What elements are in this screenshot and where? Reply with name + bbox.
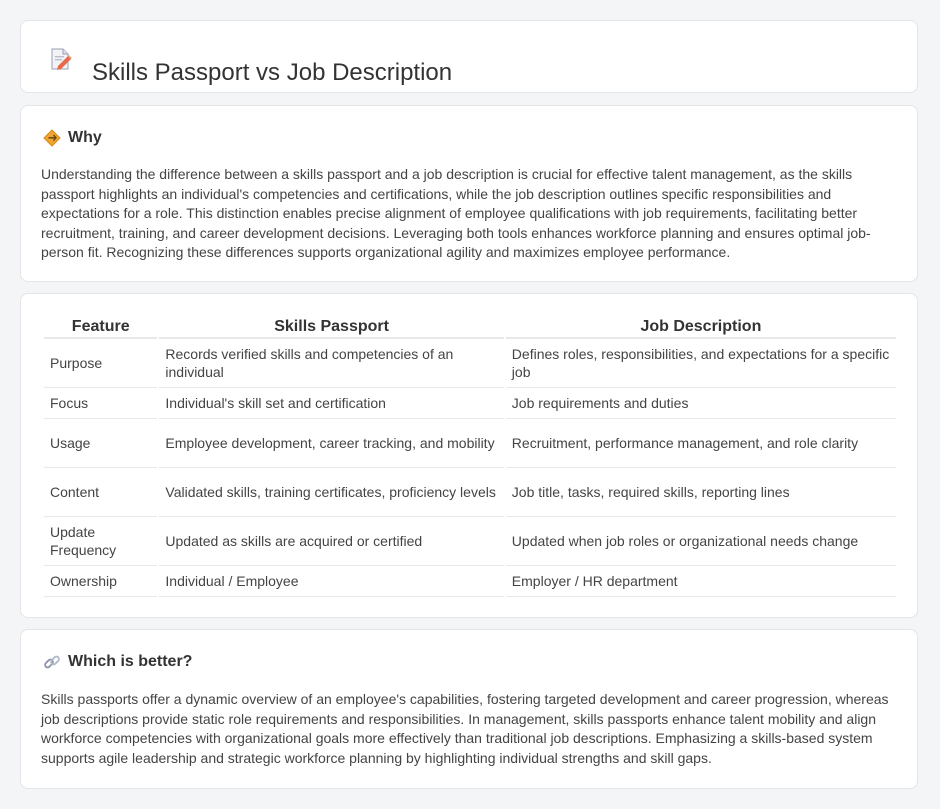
table-row: [44, 339, 896, 388]
header-skills-passport: Skills Passport: [159, 317, 503, 339]
row-skills-passport: Records verified skills and competencies of an individual: [159, 339, 503, 388]
document-pencil-icon: [49, 47, 73, 71]
row-job-description: Updated when job roles or organizational needs change: [506, 517, 896, 566]
row-feature: Update Frequency: [44, 517, 157, 566]
table-row: [44, 468, 896, 517]
table-row: [44, 419, 896, 468]
row-skills-passport: Individual's skill set and certification: [159, 388, 503, 419]
link-icon: [43, 653, 61, 671]
better-heading-text: Which is better?: [68, 653, 193, 670]
row-job-description: Job title, tasks, required skills, reporting lines: [506, 468, 896, 517]
comparison-card: [20, 293, 918, 618]
row-feature: Purpose: [44, 339, 157, 388]
table-row: [44, 517, 896, 566]
row-job-description: Defines roles, responsibilities, and expectations for a specific job: [506, 339, 896, 388]
row-feature: Ownership: [44, 566, 157, 597]
row-feature: Usage: [44, 419, 157, 468]
page-title: Skills Passport vs Job Description: [92, 59, 453, 87]
header-feature: Feature: [44, 317, 157, 339]
row-skills-passport: Individual / Employee: [159, 566, 503, 597]
which-is-better-section: [20, 629, 918, 789]
warning-diamond-icon: [43, 129, 61, 147]
table-header-row: [44, 317, 896, 339]
row-job-description: Recruitment, performance management, and role clarity: [506, 419, 896, 468]
row-feature: Focus: [44, 388, 157, 419]
comparison-table: [42, 317, 898, 597]
why-text: Understanding the difference between a skills passport and a job description is crucial for effective talent management, as the skills passport highlights an individual's competencies and certifications, while the job description outlines specific responsibilities and expectations for a role. This distinction enables precise alignment of employee qualifications with job requirements, facilitating better recruitment, training, and career development decisions. Leveraging both tools enhances workforce planning and ensures optimal job-person fit. Recognizing these differences supports organizational agility and maximizes employee performance.: [41, 166, 871, 260]
row-job-description: Employer / HR department: [506, 566, 896, 597]
header-job-description: Job Description: [506, 317, 896, 339]
table-row: [44, 388, 896, 419]
why-section: [20, 105, 918, 282]
row-skills-passport: Employee development, career tracking, and mobility: [159, 419, 503, 468]
why-heading-text: Why: [68, 129, 102, 146]
row-skills-passport: Updated as skills are acquired or certified: [159, 517, 503, 566]
better-text: Skills passports offer a dynamic overview of an employee's capabilities, fostering targeted development and career progression, whereas job descriptions provide static role requirements and responsibilities. In management, skills passports enhance talent mobility and align workforce competencies with organizational goals more effectively than traditional job descriptions. Emphasizing a skills-based system supports agile leadership and strategic workforce planning by highlighting individual strengths and skill gaps.: [41, 691, 889, 766]
title-card: [20, 20, 918, 93]
table-row: [44, 566, 896, 597]
row-job-description: Job requirements and duties: [506, 388, 896, 419]
row-feature: Content: [44, 468, 157, 517]
row-skills-passport: Validated skills, training certificates, proficiency levels: [159, 468, 503, 517]
